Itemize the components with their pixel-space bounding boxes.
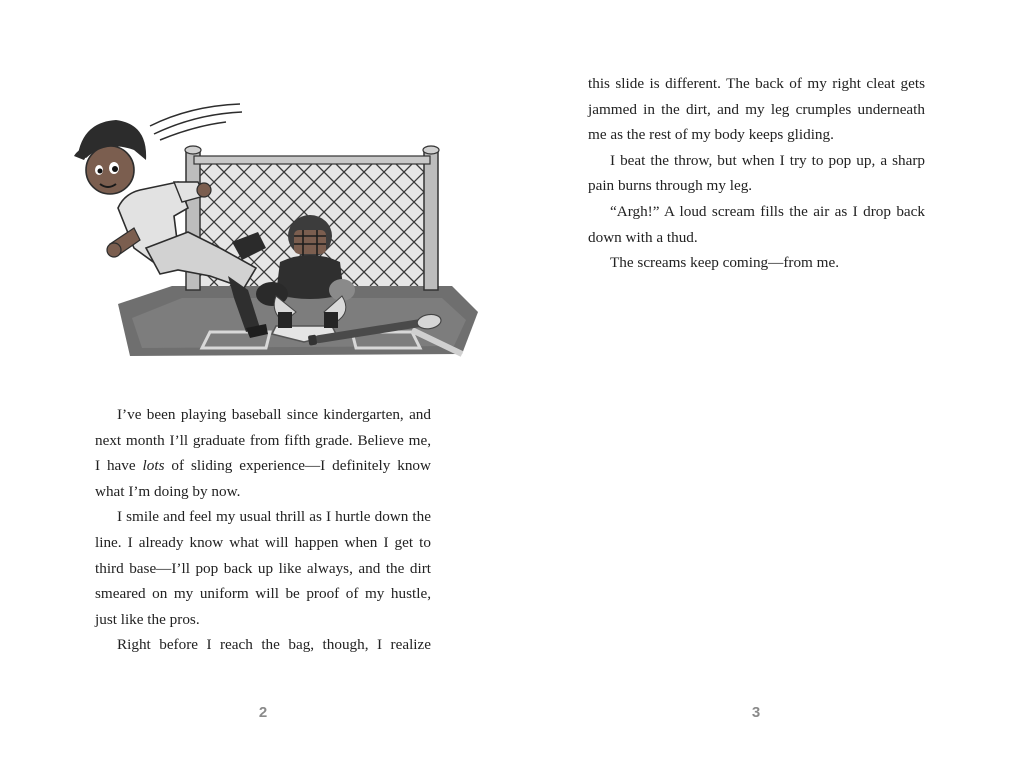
paragraph: I’ve been playing baseball since kindergarten, and next month I’ll graduate from fifth grade. Believe me, I have lots of sliding experience—I definitely know what I’m doing by now. [95,406,431,500]
motion-lines [150,104,242,140]
emphasis-lots: lots [142,457,165,475]
paragraph: this slide is different. The back of my right cleat gets jammed in the dirt, and my leg crumples underneath me as the rest of my body keeps gliding. [588,75,925,144]
paragraph: The screams keep coming—from me. [610,254,839,272]
fence-top-rail [194,156,430,164]
right-page [510,0,1020,773]
baseball-slide-illustration [70,98,482,364]
left-page-body-text [95,402,431,658]
fence-post-right [424,150,438,290]
paragraph: “Argh!” A loud scream fills the air as I drop back down with a thud. [588,202,925,246]
right-page-body-text [588,71,925,276]
page-number: 3 [751,704,761,721]
paragraph: Right before I reach the bag, though, I realize [117,636,431,654]
page-number: 2 [258,704,268,721]
paragraph: I beat the throw, but when I try to pop up, a sharp pain burns through my leg. [588,151,925,195]
paragraph: I smile and feel my usual thrill as I hurtle down the line. I already know what will happen when I get to third base—I’ll pop back up like always, and the dirt smeared on my uniform will be proof of my hustle, just like the pros. [95,508,431,628]
